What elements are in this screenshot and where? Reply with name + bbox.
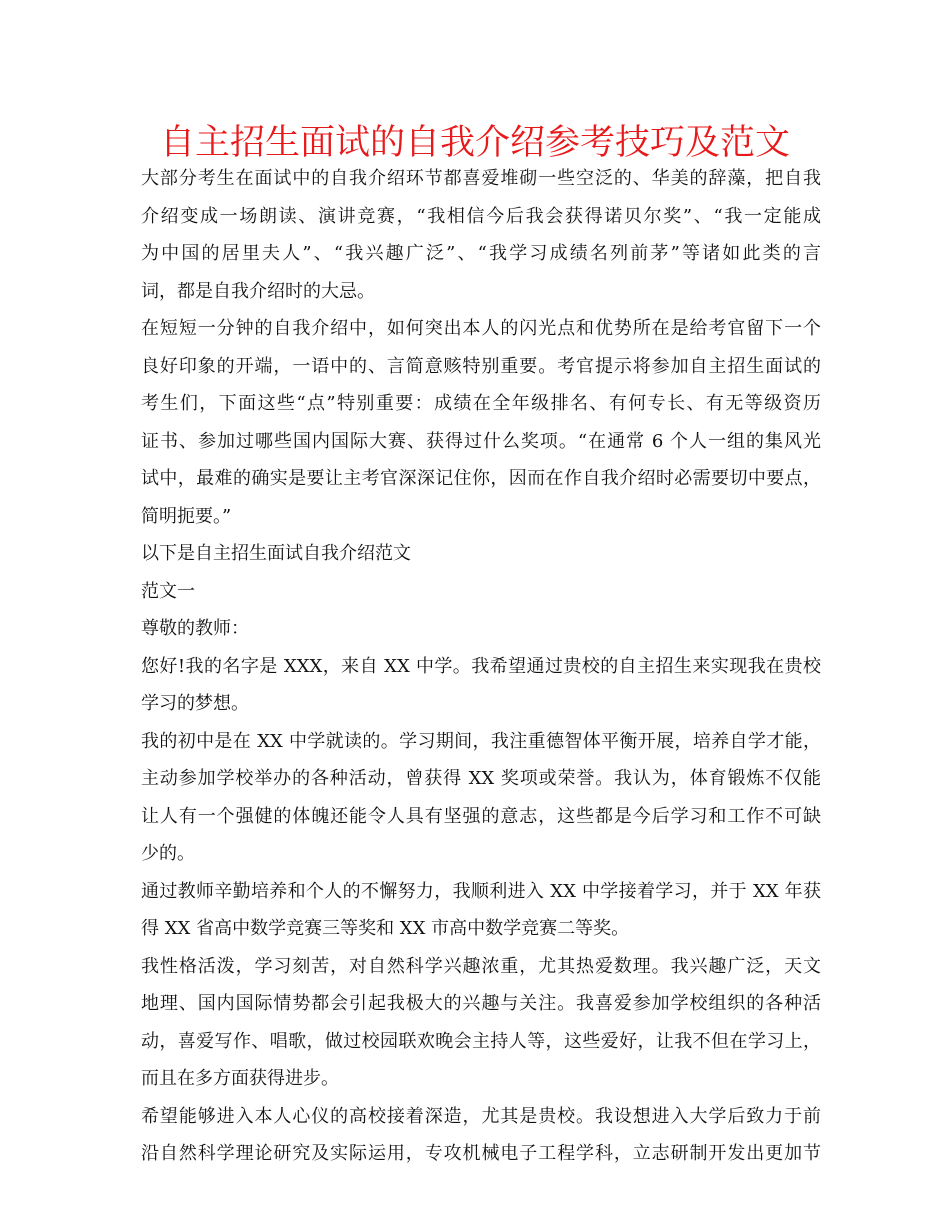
text-line: 尊敬的教师： — [141, 618, 249, 639]
text-line: 介绍变成一场朗读、演讲竞赛，“我相信今后我会获得诺贝尔奖”、“我一定能成 — [141, 205, 821, 227]
text-line: 少的。 — [141, 843, 195, 864]
text-line: 得 XX 省高中数学竞赛三等奖和 XX 市高中数学竞赛二等奖。 — [141, 918, 630, 939]
text-line: 我的初中是在 XX 中学就读的。学习期间，我注重德智体平衡开展，培养自学才能， — [141, 730, 821, 752]
text-line: 词，都是自我介绍时的大忌。 — [141, 280, 375, 302]
text-line: 范文一 — [141, 580, 195, 602]
text-line: 动，喜爱写作、唱歌，做过校园联欢晚会主持人等，这些爱好，让我不但在学习上， — [141, 1030, 821, 1052]
text-line: 良好印象的开端，一语中的、言简意赅特别重要。考官提示将参加自主招生面试的 — [141, 355, 821, 377]
text-line: 我性格活泼，学习刻苦，对自然科学兴趣浓重，尤其热爱数理。我兴趣广泛，天文 — [141, 955, 821, 977]
text-line: 大部分考生在面试中的自我介绍环节都喜爱堆砌一些空泛的、华美的辞藻，把自我 — [141, 168, 821, 189]
text-line: 通过教师辛勤培养和个人的不懈努力，我顺利进入 XX 中学接着学习，并于 XX 年获 — [141, 880, 821, 902]
text-line: 地理、国内国际情势都会引起我极大的兴趣与关注。我喜爱参加学校组织的各种活 — [141, 993, 821, 1014]
text-line: 主动参加学校举办的各种活动，曾获得 XX 奖项或荣誉。我认为，体育锻炼不仅能 — [141, 768, 821, 789]
text-line: 您好!我的名字是 XXX，来自 XX 中学。我希望通过贵校的自主招生来实现我在贵校 — [141, 655, 821, 677]
text-line: 试中，最难的确实是要让主考官深深记住你，因而在作自我介绍时必需要切中要点， — [141, 468, 821, 489]
text-line: 学习的梦想。 — [141, 693, 249, 714]
document-title: 自主招生面试的自我介绍参考技巧及范文 — [159, 123, 790, 163]
text-line: 沿自然科学理论研究及实际运用，专攻机械电子工程学科，立志研制开发出更加节 — [141, 1143, 821, 1164]
text-line: 让人有一个强健的体魄还能令人具有坚强的意志，这些都是今后学习和工作不可缺 — [141, 805, 821, 827]
text-line: 简明扼要。” — [141, 505, 232, 527]
text-line: 证书、参加过哪些国内国际大赛、获得过什么奖项。“在通常 6 个人一组的集风光 — [141, 430, 821, 452]
text-line: 以下是自主招生面试自我介绍范文 — [141, 543, 411, 564]
text-line: 为中国的居里夫人”、“我兴趣广泛”、“我学习成绩名列前茅”等诸如此类的言 — [141, 243, 821, 264]
text-line: 考生们，下面这些“点”特别重要：成绩在全年级排名、有何专长、有无等级资历 — [141, 393, 821, 414]
text-line: 而且在多方面获得进步。 — [141, 1068, 339, 1089]
document-body — [141, 160, 821, 1173]
text-line: 希望能够进入本人心仪的高校接着深造，尤其是贵校。我设想进入大学后致力于前 — [141, 1105, 821, 1127]
text-line: 在短短一分钟的自我介绍中，如何突出本人的闪光点和优势所在是给考官留下一个 — [141, 318, 821, 339]
